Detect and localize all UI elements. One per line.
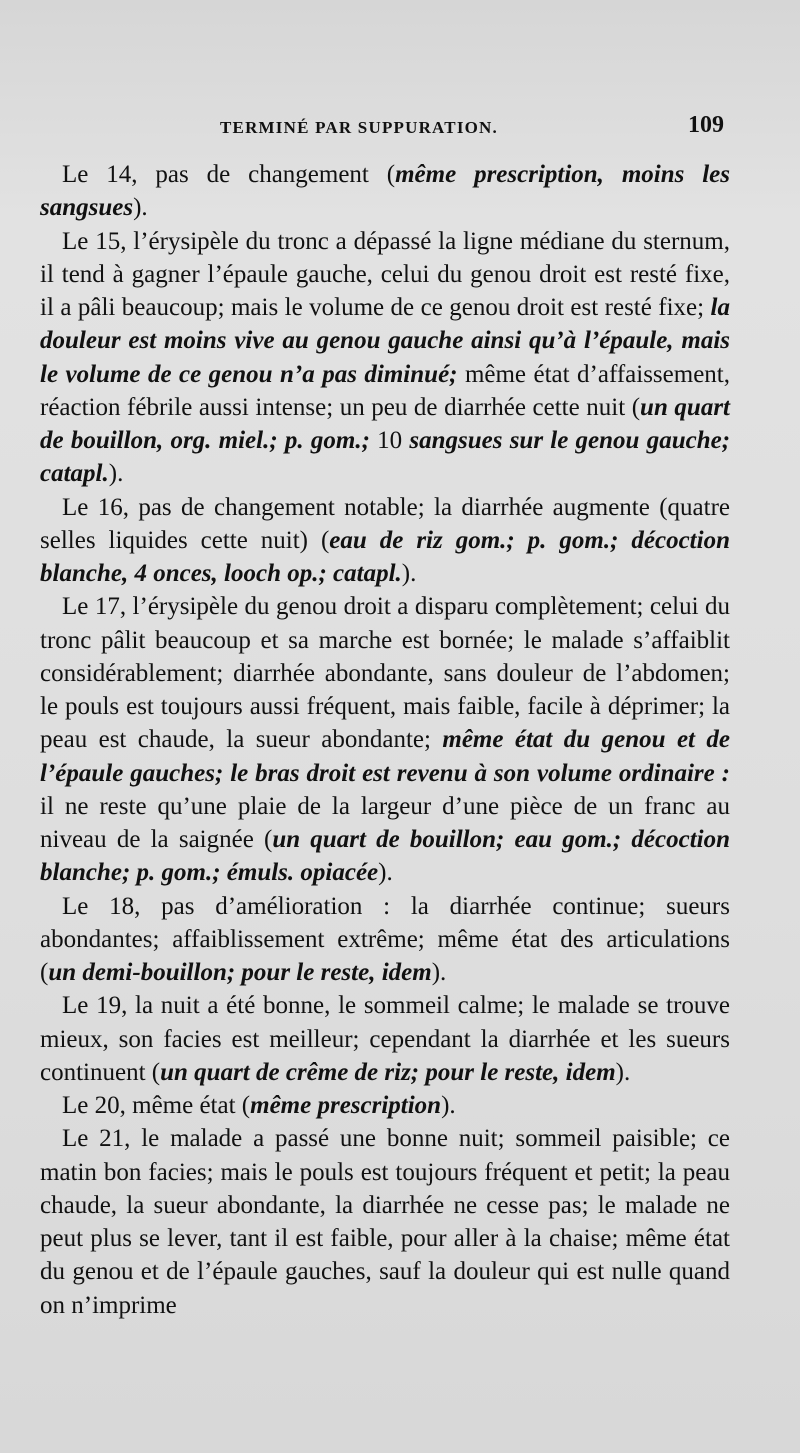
paragraph — [40, 1122, 730, 1322]
italic-text-run: un demi-bouillon; pour le reste, idem — [48, 959, 432, 986]
text-run: Le 14, pas de changement ( — [62, 161, 396, 188]
text-run: ). — [401, 560, 417, 587]
page-number: 109 — [688, 112, 724, 138]
italic-text-run: même prescription, moins les sangsues — [40, 161, 731, 222]
text-run: même état d’affaissement, réaction fébrile aussi intense; un peu de diarrhée cette nuit ( — [40, 360, 730, 421]
italic-text-run: même état du genou et de l’épaule gauches; le bras droit est revenu à son volume ordinaire : — [40, 726, 730, 787]
page-header — [40, 112, 724, 142]
page-body — [40, 158, 730, 1322]
text-run: il ne reste qu’une plaie de la largeur d’une pièce de un franc au niveau de la saignée ( — [40, 792, 730, 853]
text-run: ). — [133, 194, 148, 222]
paragraph — [40, 890, 730, 990]
text-run: ). — [108, 460, 124, 488]
text-run: ). — [431, 959, 447, 986]
paragraph — [40, 1089, 730, 1122]
text-run: Le 16, pas de changement notable; la diarrhée augmente (quatre selles liquides cette nuit) ( — [40, 493, 730, 554]
paragraph — [40, 158, 730, 225]
paragraph — [40, 491, 730, 591]
italic-text-run: sangsues sur le genou gauche; catapl. — [40, 427, 731, 488]
text-run: 10 — [369, 427, 410, 454]
italic-text-run: la douleur est moins vive au genou gauche ainsi qu’à l’épaule, mais le volume de ce genou n’a pas diminué; — [40, 294, 730, 388]
text-run: Le 15, l’érysipèle du tronc a dépassé la ligne médiane du sternum, il tend à gagner l’épaule gauche, celui du genou droit est resté fixe, il a pâli beaucoup; mais le volume de ce genou droit est resté fixe; — [40, 227, 730, 321]
italic-text-run: un quart de bouillon, org. miel.; p. gom.; — [40, 393, 730, 454]
text-run: ). — [615, 1058, 631, 1086]
text-run: Le 18, pas d’amélioration : la diarrhée continue; sueurs abondantes; affaiblissement extrême; même état des articulations ( — [40, 892, 730, 986]
paragraph — [40, 225, 730, 491]
text-run: Le 20, même état ( — [62, 1092, 251, 1119]
italic-text-run: eau de riz gom.; p. gom.; décoction blanche, 4 onces, looch op.; catapl. — [40, 526, 730, 587]
italic-text-run: un quart de bouillon; eau gom.; décoction blanche; p. gom.; émuls. opiacée — [40, 826, 730, 887]
italic-text-run: même prescription — [250, 1092, 442, 1119]
text-run: ). — [378, 859, 393, 887]
running-title: TERMINÉ PAR SUPPURATION. — [220, 118, 498, 137]
text-run: Le 21, le malade a passé une bonne nuit; sommeil paisible; ce matin bon facies; mais le pouls est toujours fréquent et petit; la peau chaude, la sueur abondante, la diarrhée ne cesse pas; le malade ne peut plus se lever, tant il est faible, pour aller à la chaise; même état du genou et de l’épaule gauches, sauf la douleur qui est nulle quand on n’imprime — [40, 1125, 730, 1319]
text-run: Le 17, l’érysipèle du genou droit a disparu complètement; celui du tronc pâlit beaucoup et sa marche est bornée; le malade s’affaiblit considérablement; diarrhée abondante, sans douleur de l’abdomen; le pouls est toujours aussi fréquent, mais faible, facile à déprimer; la peau est chaude, la sueur abondante; — [40, 593, 730, 754]
paragraph — [40, 989, 730, 1089]
paragraph — [40, 590, 730, 889]
text-run: ). — [441, 1092, 456, 1119]
text-run: Le 19, la nuit a été bonne, le sommeil calme; le malade se trouve mieux, son facies est meilleur; cependant la diarrhée et les sueurs continuent ( — [40, 992, 730, 1086]
italic-text-run: un quart de crême de riz; pour le reste, idem — [160, 1058, 616, 1086]
